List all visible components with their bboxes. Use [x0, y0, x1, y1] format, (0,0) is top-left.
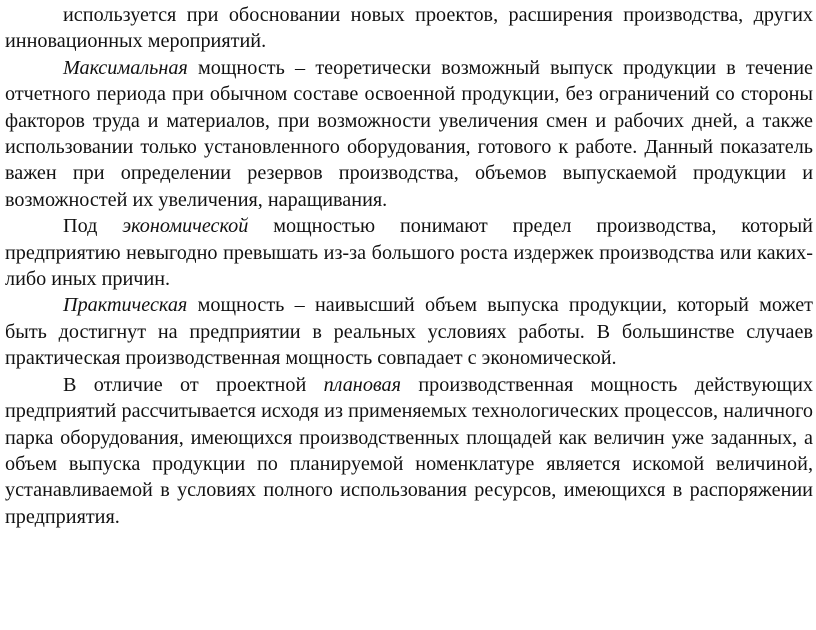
paragraph-practical-text: мощность – наивысший объем выпуска продукции, который может быть достигнут на предприятии в реальных условиях работы. В большинстве случаев практическая производственная мощность совпадает с экономической. [5, 294, 813, 370]
paragraph-economic-lead: Под [63, 215, 123, 238]
paragraph-planned-lead: В отличие от проектной [63, 373, 324, 396]
paragraph-planned-text: производственная мощность действующих предприятий рассчитывается исходя из применяемых технологических процессов, наличного парка оборудования, имеющихся производственных площадей как величин уже заданных, а объем выпуска продукции по планируемой номенклатуре является искомой величиной, устанавливаемой в условиях полного использования ресурсов, имеющихся в распоряжении предприятия. [5, 373, 813, 528]
paragraph-intro [5, 2, 813, 55]
paragraph-planned-capacity [5, 372, 813, 530]
term-planned: плановая [323, 373, 402, 396]
paragraph-practical-capacity [5, 292, 813, 371]
term-practical: Практическая [63, 294, 188, 317]
paragraph-economic-text: мощностью понимают предел производства, который предприятию невыгодно превышать из-за большого роста издержек производства или каких-либо иных причин. [5, 215, 813, 291]
paragraph-maximal-capacity [5, 55, 813, 213]
paragraph-maximal-text: мощность – теоретически возможный выпуск продукции в течение отчетного периода при обычном составе освоенной продукции, без ограничений со стороны факторов труда и материалов, при возможности увеличения смен и рабочих дней, а также использовании только установленного оборудования, готового к работе. Данный показатель важен при определении резервов производства, объемов выпускаемой продукции и возможностей их увеличения, наращивания. [5, 56, 813, 211]
term-economic: экономической [122, 215, 249, 238]
paragraph-economic-capacity [5, 213, 813, 292]
term-maximal: Максимальная [63, 56, 188, 79]
paragraph-intro-text: используется при обосновании новых проектов, расширения производства, других инновационных мероприятий. [5, 4, 813, 53]
